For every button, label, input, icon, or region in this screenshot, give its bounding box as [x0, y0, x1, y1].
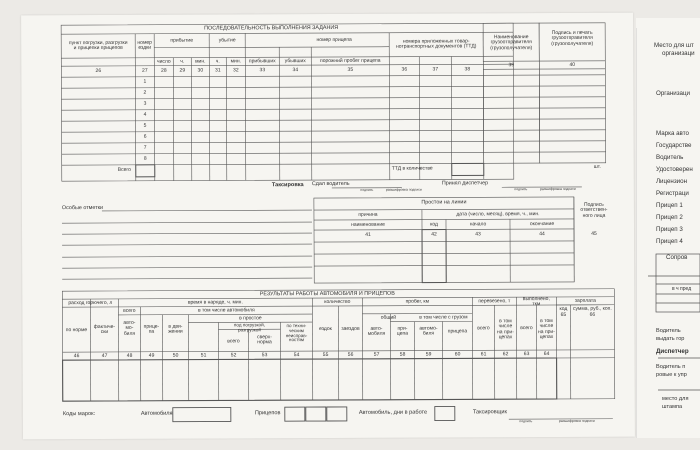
num-59: 59	[425, 351, 432, 358]
driver-sig-decode-caption: расшифровка подписи	[385, 187, 422, 192]
side-item-14: в ч пред	[672, 286, 692, 292]
sub-hours-2: ч.	[215, 58, 220, 65]
num-45: 45	[591, 230, 597, 237]
side-item-17: Диспетчер	[656, 348, 689, 355]
side-item-12: Прицеп 4	[656, 238, 683, 245]
taxer-sig-decode-caption: расшифровка подписи	[558, 418, 595, 423]
by-norm: по норме	[65, 327, 88, 334]
num-36: 36	[401, 66, 408, 73]
transported-total: всего	[477, 325, 490, 332]
num-54: 54	[293, 352, 300, 359]
driver-sig-caption: подпись	[360, 187, 374, 192]
col-departure: убытие	[218, 37, 236, 44]
num-29: 29	[179, 67, 186, 74]
wage: зарплата	[574, 297, 596, 304]
num-55: 55	[322, 351, 329, 359]
num-37: 37	[432, 66, 439, 73]
performed: выполнено, ткм	[522, 296, 550, 308]
num-58: 58	[399, 351, 406, 358]
adjacent-page	[636, 18, 700, 438]
num-35: 35	[347, 66, 354, 73]
num-50: 50	[172, 352, 179, 359]
num-39: 39	[508, 62, 515, 69]
results-title: РЕЗУЛЬТАТЫ РАБОТЫ АВТОМОБИЛЯ И ПРИЦЕПОВ	[259, 290, 395, 298]
cargo-automobile: автомо- биля	[419, 325, 438, 337]
col-consignee: Наименование грузоотправителя (грузополучателя)	[490, 34, 533, 51]
trips: ездок	[319, 325, 332, 333]
load-unload: под погрузкой, разгрузкой	[233, 322, 265, 333]
num-51: 51	[200, 352, 207, 359]
car-days-label: Автомобиль, дни в работе	[358, 409, 428, 416]
idle-code: код	[430, 221, 438, 228]
waybill-sheet	[21, 13, 635, 440]
mileage: пробег, км	[405, 298, 430, 305]
transported: перевезено, т	[478, 298, 511, 305]
idle-start: начало	[469, 221, 487, 228]
mileage-automobile: авто- мобиля	[367, 325, 386, 338]
num-66: 66	[589, 311, 596, 318]
col-point: пункт погрузки, разгрузки и прицепки прицепов	[68, 39, 128, 52]
mileage-trailers: при- цепа	[396, 325, 409, 337]
actual: фактиче- ски	[93, 323, 116, 336]
num-32: 32	[233, 67, 239, 74]
side-item-11: Прицеп 3	[656, 226, 683, 233]
in-motion: в дви- жении	[168, 323, 183, 335]
num-42: 42	[431, 231, 437, 238]
col-docs: номера приложенных товар- нотранспортных документов (ТТД)	[396, 38, 477, 50]
row-1: 1	[143, 78, 147, 85]
total-label: Всего	[117, 166, 131, 173]
side-item-2: Организаци	[656, 90, 690, 97]
idle-time: в простое	[239, 315, 262, 322]
time-on-duty: время в наряде, ч. мин.	[187, 299, 243, 306]
side-item-10: Прицеп 2	[656, 214, 683, 221]
row-8: 8	[143, 155, 147, 162]
notes-label: Особые отметки	[61, 204, 104, 212]
row-6: 6	[143, 133, 147, 140]
side-item-5: Водитель	[656, 154, 684, 161]
num-47: 47	[101, 352, 108, 359]
sub-number: число	[156, 58, 171, 65]
side-item-15: Водитель	[656, 328, 681, 334]
num-62: 62	[502, 351, 509, 358]
duty-total: всего	[123, 307, 136, 314]
num-60: 60	[454, 351, 461, 358]
num-27: 27	[142, 67, 148, 74]
side-item-21: штампа	[662, 404, 683, 410]
stops: заездов	[341, 325, 360, 332]
sub-unhooked: убывших	[284, 58, 306, 65]
sub-minutes-2: мин.	[230, 58, 241, 65]
num-44: 44	[539, 231, 545, 238]
handed-driver-label: Сдал водитель	[311, 180, 350, 188]
row-7: 7	[143, 144, 147, 151]
num-41: 41	[365, 231, 371, 238]
car: авто- мо- биля	[123, 319, 136, 337]
pcs-label: шт.	[593, 163, 601, 170]
side-item-1: организаци	[662, 50, 695, 57]
side-item-6: Удостоверен	[656, 166, 693, 173]
sub-empty-run: порожний пробег прицепа	[320, 57, 381, 65]
side-item-9: Прицеп 1	[656, 202, 683, 209]
num-57: 57	[373, 351, 380, 358]
num-30: 30	[197, 67, 204, 74]
incl-auto: в том числе автомобиля	[197, 307, 255, 314]
side-item-20: место для	[662, 396, 689, 402]
over-norm: сверх- норма	[257, 334, 272, 346]
side-item-18: Водитель п	[656, 364, 686, 370]
num-49: 49	[148, 352, 155, 359]
num-46: 46	[73, 353, 80, 360]
side-item-4: Государстве	[656, 142, 692, 149]
col-arrival: прибытие	[170, 37, 193, 44]
trailer-code-fields[interactable]	[285, 407, 347, 421]
dispatcher-sig-decode-caption: расшифровка подписи	[539, 186, 576, 192]
idle-name: наименование	[351, 221, 385, 228]
idle-title: Простои на линии	[421, 199, 467, 206]
fuel-consumption: расход горючего, л	[68, 299, 113, 307]
taxer-sig-caption: подпись	[519, 419, 533, 424]
col-order: номер ездки	[137, 39, 152, 52]
brand-codes-label: Коды марок:	[62, 411, 96, 418]
side-item-19: ровые к упр	[656, 372, 687, 378]
row-4: 4	[143, 111, 147, 118]
automobile-label: Автомобиля	[140, 410, 173, 417]
num-34: 34	[292, 67, 299, 74]
automobile-code-field[interactable]	[173, 407, 231, 421]
num-33: 33	[259, 67, 266, 74]
dispatcher-sig-caption: подпись	[514, 187, 528, 192]
car-days-field[interactable]	[435, 406, 455, 420]
taxer-label: Таксировщик	[472, 409, 507, 416]
sub-hooked: прибывших	[248, 58, 276, 65]
performed-total: всего	[520, 325, 533, 332]
col-signature: Подпись и печать грузоотправителя (грузополучателя)	[551, 29, 594, 47]
side-item-8: Регистраци	[656, 190, 689, 197]
wage-sum: сумма, руб., коп.	[572, 305, 612, 312]
num-56: 56	[347, 351, 354, 358]
trailer: прице- па	[143, 323, 160, 336]
sub-minutes-1: мин.	[195, 58, 206, 65]
num-61: 61	[480, 351, 487, 358]
num-43: 43	[475, 231, 481, 238]
side-item-16: выдать гор	[656, 336, 685, 342]
num-63: 63	[523, 351, 530, 358]
row-2: 2	[143, 89, 147, 96]
cargo-trailer: прицепа	[447, 328, 468, 335]
task-section-title: ПОСЛЕДОВАТЕЛЬНОСТЬ ВЫПОЛНЕНИЯ ЗАДАНИЯ	[204, 24, 339, 32]
idle-signature: Подпись ответствен- ного лица	[580, 201, 608, 219]
trailers-label: Прицепов	[254, 410, 281, 417]
side-item-13: Сопров	[666, 254, 688, 261]
num-26: 26	[95, 67, 102, 75]
transported-incl-trailers: в том числе на при- цепах	[496, 318, 514, 341]
ttd-count-label: ТТД в количестве	[391, 165, 433, 172]
row-3: 3	[143, 100, 147, 107]
performed-incl-trailers: в том числе на при- цепах	[537, 318, 555, 340]
num-28: 28	[161, 67, 167, 74]
num-40: 40	[569, 61, 576, 68]
row-5: 5	[143, 122, 147, 129]
num-53: 53	[261, 352, 268, 359]
num-48: 48	[126, 352, 133, 359]
idle-all: всего	[227, 338, 240, 345]
tech-fault: по техни- ческим неисправ- ностям	[285, 323, 308, 343]
idle-reason: причина	[358, 211, 378, 218]
idle-date-time: дата (число, месяц), время, ч., мин.	[456, 211, 540, 218]
sub-hours-1: ч.	[180, 58, 185, 65]
side-item-3: Марка авто	[656, 130, 689, 137]
accepted-dispatcher-label: Принял диспетчер	[441, 180, 489, 187]
wage-code: код	[559, 305, 568, 312]
with-cargo: в том числе с грузом	[419, 314, 468, 321]
taxation-label: Таксировка	[271, 182, 304, 189]
num-65: 65	[560, 311, 567, 318]
col-trailer-num: номер прицепа	[316, 36, 352, 44]
side-item-0: Место для шт	[654, 42, 694, 49]
idle-end: окончание	[529, 221, 555, 228]
num-64: 64	[543, 351, 550, 358]
side-item-7: Лицензион	[656, 178, 688, 185]
num-52: 52	[230, 352, 237, 359]
num-38: 38	[464, 66, 471, 73]
quantity: количество	[324, 298, 351, 306]
general-mileage: общий	[380, 314, 397, 321]
num-31: 31	[215, 67, 221, 74]
